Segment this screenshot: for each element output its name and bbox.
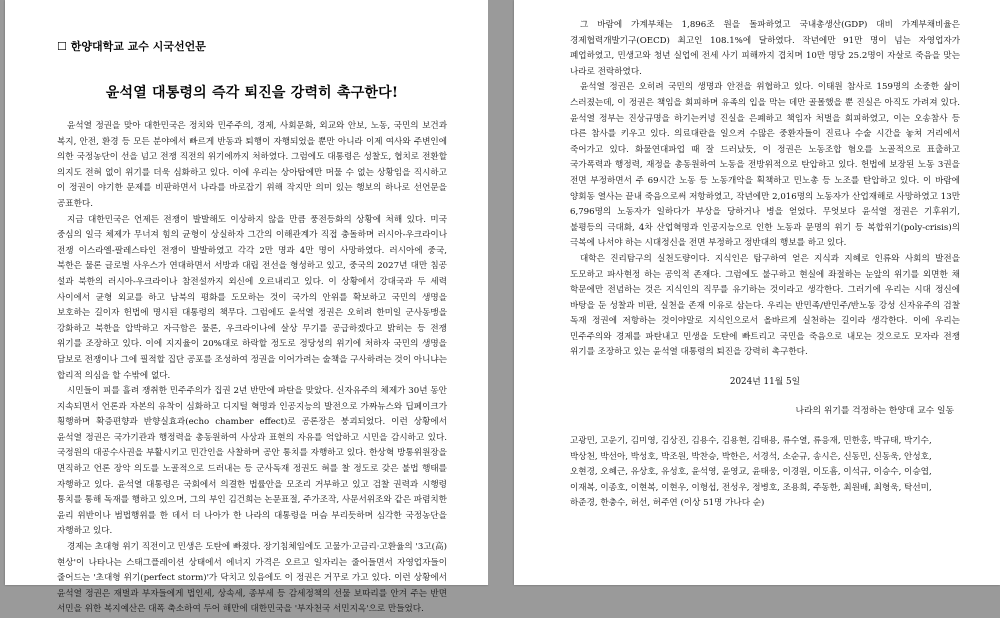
document-page-right: [514, 0, 1000, 585]
signatory-line: 나라의 위기를 걱정하는 한양대 교수 일동: [795, 406, 954, 417]
paragraph-5: 그 바람에 가계부채는 1,896조 원을 돌파하였고 국내총생산(GDP) 대비 가계부채비율은 경제협력개발기구(OECD) 최고인 108.1%에 달하였다. 작년에만 91만 명이 넘는 자영업자가 폐업하였고, 민생고와 청년 실업에 전세 사기 피해까지 겹치며 10만 명당 25.2명이 자살로 죽음을 맞는 나라로 전락하였다.: [570, 20, 960, 77]
document-title: 윤석열 대통령의 즉각 퇴진을 강력히 촉구한다!: [105, 85, 399, 101]
declaration-date: 2024년 11월 5일: [729, 377, 801, 388]
paragraph-2: 지금 대한민국은 언제든 전쟁이 발발해도 이상하지 않을 만큼 풍전등화의 상황에 처해 있다. 미국 중심의 일극 체제가 무너져 힘의 균형이 상실하자 그간의 이해관계가 직접 충돌하며 러시아-우크라이나 전쟁 이스라엘-팔레스타인 전쟁이 발발하였고 각각 2만 명과 4만 명이 사망하였다. 러시아에 중국, 북한은 물론 글로벌 사우스가 연대하면서 서방과 대립 전선을 형성하고 있고, 중국의 2027년 대만 침공 설과 북한의 러시아-우크라이나 참전설까지 외신에 오르내리고 있다. 이 상황에서 강대국과 두 세력 사이에서 균형 외교를 하고 남북의 평화를 도모하는 것이 국가의 안위를 확보하고 국민의 생명을 보호하는 길이자 헌법에 명시된 대통령의 책무다. 그럼에도 윤석열 정권은 오히려 한미일 군사동맹을 강화하고 북한을 압박하고 자극함은 물론, 우크라이나에 살상 무기를 공급하겠다고 밝히는 등 전쟁 위기를 조장하고 있다. 이에 지지율이 20%대로 하락할 정도로 정당성의 위기에 처하자 국민의 생명을 담보로 전쟁이나 그에 필적할 집단 공포를 조성하여 정권을 이어가려는 술책을 구사하려는 것이 아니냐는 합리적 의심을 할 수밖에 없다.: [57, 214, 447, 381]
document-page-left: [5, 0, 488, 615]
paragraph-3: 시민들이 피를 흘려 쟁취한 민주주의가 집권 2년 반만에 파탄을 맞았다. 신자유주의 체제가 30년 동안 지속되면서 언론과 자본의 유착이 심화하고 디지털 혁명과 인공지능의 발전으로 가짜뉴스와 딥페이크가 횡행하며 확증편향과 반향실효과(echo chamber effect)로 공론장은 붕괴되었다. 이런 상황에서 윤석열 정권은 국가기관과 행정력을 총동원하여 사상과 표현의 자유를 억압하고 시민을 감시하고 있다. 국정원의 대공수사권을 부활시키고 민간인을 사찰하며 공안 통치를 자행하고 있다. 한상혁 방통위원장을 면직하고 언론 장악 의도를 노골적으로 드러내는 등 군사독재 정권도 혀를 찰 정도로 갖은 불법 행태를 자행하고 있다. 윤석열 대통령은 국회에서 의결한 법률안을 모조리 거부하고 있고 검찰 권력과 시행령 통치를 통해 독재를 행하고 있으며, 그의 부인 김건희는 논문표절, 주가조작, 사문서위조와 같은 파렴치한 윤리 위반이나 범법행위를 한 데서 더 나아가 한 나라의 대통령을 머슴 부리듯하며 심각한 국정농단을 자행하고 있다.: [57, 386, 447, 537]
paragraph-6: 윤석열 정권은 오히려 국민의 생명과 안전을 위협하고 있다. 이태원 참사로 159명의 소중한 삶이 스러졌는데, 이 정권은 책임을 회피하며 유족의 입을 막는 데만 골몰했을 뿐 진실은 아직도 가려져 있다. 윤석열 정부는 진상규명을 하기는커녕 진실을 은폐하고 책임자 처벌을 회피하였고, 이는 오송참사 등 다른 참사를 키우고 있다. 의료대란을 일으켜 수많은 중환자들이 진료나 수술 시간을 놓쳐 거리에서 죽어가고 있다. 화물연대파업 때 잘 드러났듯, 이 정권은 노동조합 혐오를 노골적으로 표출하고 국가폭력과 행정력, 재정을 총동원하여 노동을 전방위적으로 탄압하고 있다. 헌법에 보장된 노동 3권을 전면 부정하면서 주 69시간 노동 등 노동개악을 획책하고 민노총 등 노조를 탄압하고 있다. 이 바람에 양회동 열사는 끝내 죽음으로써 저항하였고, 작년에만 2,016명의 노동자가 산업재해로 사망하였고 13만 6,796명의 노동자가 일하다가 부상을 당하거나 병을 얻었다. 무엇보다 윤석열 정권은 기후위기, 불평등의 극대화, 4차 산업혁명과 인공지능으로 인한 노동과 문명의 위기 등 복합위기(poly-crisis)의 극복에 나서야 하는 시대정신을 전면 부정하고 정반대의 행보를 하고 있다.: [570, 82, 960, 249]
paragraph-4: 경제는 초대형 위기 직전이고 민생은 도탄에 빠졌다. 장기침체임에도 고물가·고금리·고환율의 '3고(高) 현상'이 나타나는 스태그플레이션 상태에서 에너지 가격은 오르고 일자리는 줄어들면서 자영업자들이 줄어드는 '초대형 위기(perfect storm)'가 닥치고 있음에도 이 정권은 거꾸로 가고 있다. 이런 상황에서 윤석열 정권은 재벌과 부자들에게 법인세, 상속세, 종부세 등 감세정책의 선물 보따리를 안겨 주는 반면 서민을 위한 복지예산은 대폭 축소하여 두어 해만에 대한민국을 '부자천국 서민지옥'으로 만들었다.: [57, 542, 447, 615]
paragraph-7: 대학은 진리탐구의 실천도량이다. 지식인은 탐구하여 얻은 지식과 지혜로 인류와 사회의 발전을 도모하고 파사현정 하는 공익적 존재다. 그럼에도 불구하고 현실에 좌절하는 눈앞의 위기를 외면한 채 학문에만 전념하는 것은 지식인의 직무를 유기하는 것이라고 생각한다. 그러기에 우리는 시대 정신에 바탕을 둔 성찰과 비판, 실천을 존재 이유로 삼는다. 우리는 반민족/반민주/반노동 강성 신자유주의 검찰 독재 정권에 저항하는 것이야말로 지식인으로서 올바르게 실천하는 길이라 생각한다. 이에 우리는 민주주의와 경제를 파탄내고 민생을 도탄에 빠트리고 국민을 죽음으로 내모는 것으로도 모자라 전쟁 위기를 조장하고 있는 윤석열 대통령의 퇴진을 강력히 촉구한다.: [570, 253, 960, 358]
page-gutter: [488, 0, 514, 585]
document-header: ☐ 한양대학교 교수 시국선언문: [57, 40, 206, 53]
signatory-names: 고광민, 고운기, 김미영, 김상진, 김용수, 김용현, 김태용, 류수열, 류응재, 민한홍, 박규태, 박기수, 박상천, 박선아, 박성호, 박조원, 박찬승, 박한은, 서경석, 소순규, 송시은, 신동민, 신동욱, 안성호, 오현경, 오혜근, 유상호, 유성호, 윤석영, 윤영교, 윤태웅, 이경원, 이도흠, 이석규, 이승수, 이승엽, 이재복, 이종호, 이현복, 이현우, 이형섭, 전성우, 정병호, 조용희, 주동한, 최원배, 최형욱, 탁선미, 하준경, 한충수, 허선, 허주연 (이상 51명 가나다 순): [570, 436, 932, 509]
paragraph-1: 윤석열 정권을 맞아 대한민국은 정치와 민주주의, 경제, 사회문화, 외교와 안보, 노동, 국민의 보건과 복지, 안전, 환경 등 모든 분야에서 빠르게 반동과 퇴행이 자행되었을 뿐만 아니라 이제 여사와 주변인에 의한 국정농단이 선을 넘고 전쟁 직전의 위기에까지 처하였다. 그럼에도 대통령은 성찰도, 협치로 전환할 의지도 전혀 없이 위기를 더욱 심화하고 있다. 이에 우리는 상아탑에만 머물 수 없는 상황임을 직시하고 이 정권이 야기한 문제를 비판하면서 나라를 바로잡기 위해 작지만 의미 있는 행보의 하나로 선언문을 공표한다.: [57, 121, 447, 209]
